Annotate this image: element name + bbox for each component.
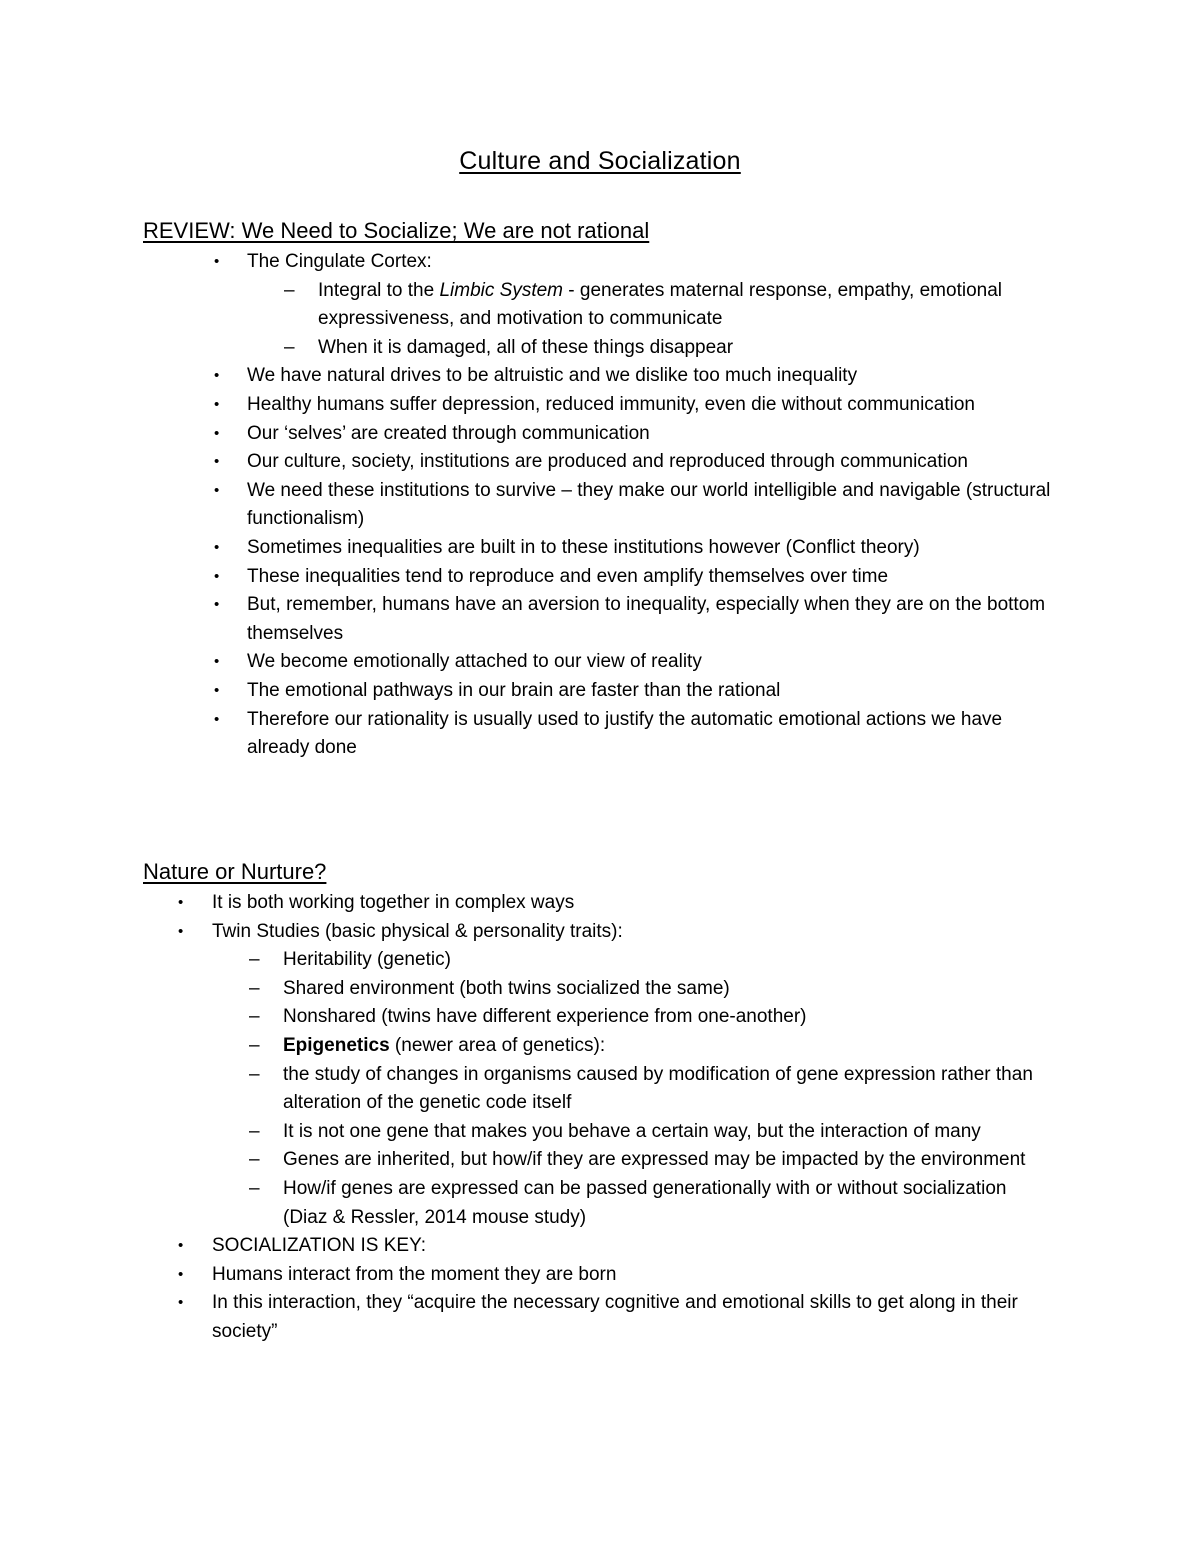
list-item [0, 1146, 1200, 1175]
list-item-text: We need these institutions to survive – they make our world intelligible and navigable (structural functionalism) [247, 479, 1051, 530]
list-item [0, 1232, 1200, 1261]
list-item-text: the study of changes in organisms caused by modification of gene expression rather than alteration of the genetic code itself [283, 1063, 1033, 1114]
list-item [0, 1118, 1200, 1147]
list-item-text: Twin Studies (basic physical & personality traits): [212, 920, 623, 942]
epigenetics-term: Epigenetics [283, 1034, 390, 1056]
list-item-text: Therefore our rationality is usually used to justify the automatic emotional actions we have already done [247, 708, 1003, 759]
list-item [0, 362, 1200, 391]
bullet-icon: • [214, 424, 220, 442]
list-item [0, 1175, 1200, 1232]
list-item-text: SOCIALIZATION IS KEY: [212, 1235, 426, 1257]
list-item [0, 706, 1200, 763]
bullet-icon: • [214, 367, 220, 385]
list-item [0, 591, 1200, 648]
bullet-icon: • [214, 453, 220, 471]
list-item [0, 1003, 1200, 1032]
list-item [0, 334, 1200, 363]
dash-icon: – [249, 1006, 260, 1028]
bullet-icon: • [214, 481, 220, 499]
list-item-text: But, remember, humans have an aversion to inequality, especially when they are on the bottom themselves [247, 594, 1046, 644]
list-item-text: It is not one gene that makes you behave a certain way, but the interaction of many [283, 1120, 981, 1142]
list-item [0, 1289, 1200, 1346]
list-item-text: These inequalities tend to reproduce and even amplify themselves over time [247, 565, 889, 587]
list-item-text: We become emotionally attached to our view of reality [247, 651, 702, 673]
document-title [0, 144, 1200, 178]
list-item [0, 1061, 1200, 1118]
list-item-text: We have natural drives to be altruistic and we dislike too much inequality [247, 365, 858, 387]
list-item-text: In this interaction, they “acquire the necessary cognitive and emotional skills to get along in their society” [212, 1292, 1018, 1342]
list-item [0, 448, 1200, 477]
dash-icon: – [284, 279, 295, 301]
list-item [0, 391, 1200, 420]
section-heading-review: REVIEW: We Need to Socialize; We are not rational [143, 218, 650, 243]
bullet-icon: • [214, 253, 220, 270]
limbic-system-term: Limbic System [439, 279, 563, 301]
list-item [0, 1261, 1200, 1290]
list-item [0, 534, 1200, 563]
list-item-text: Our ‘selves’ are created through communication [247, 422, 650, 444]
list-item [0, 975, 1200, 1004]
bullet-icon: • [214, 567, 220, 585]
dash-icon: – [249, 1034, 260, 1056]
list-item [0, 1032, 1200, 1061]
list-item-text: Our culture, society, institutions are produced and reproduced through communication [247, 451, 968, 473]
list-item-text: Nonshared (twins have different experience from one-another) [283, 1006, 807, 1028]
list-item [0, 648, 1200, 677]
dash-icon: – [249, 1177, 260, 1199]
review-list [0, 248, 1200, 763]
list-item-text: Healthy humans suffer depression, reduced immunity, even die without communication [247, 393, 976, 415]
list-item-text: When it is damaged, all of these things disappear [318, 336, 734, 358]
list-item-text: Heritability (genetic) [283, 949, 451, 971]
list-item-text: Sometimes inequalities are built in to these institutions however (Conflict theory) [247, 536, 920, 558]
bullet-icon: • [178, 922, 184, 940]
bullet-icon: • [178, 1265, 184, 1283]
dash-icon: – [249, 1149, 260, 1171]
bullet-icon: • [214, 681, 220, 699]
list-item-text: The Cingulate Cortex: [247, 251, 432, 272]
list-item [0, 248, 1200, 277]
dash-icon: – [249, 1120, 260, 1142]
list-item [0, 477, 1200, 534]
document-title-text: Culture and Socialization [459, 147, 741, 175]
list-item-text: Integral to the Limbic System - generates maternal response, empathy, emotional expressiveness, and motivation to communicate [318, 279, 1002, 330]
bullet-icon: • [178, 1294, 184, 1312]
bullet-icon: • [214, 653, 220, 671]
bullet-icon: • [178, 894, 184, 911]
list-item [0, 677, 1200, 706]
nature-nurture-list [0, 889, 1200, 1347]
list-item-text: Epigenetics (newer area of genetics): [283, 1034, 606, 1056]
bullet-icon: • [178, 1237, 184, 1255]
list-item-text: It is both working together in complex ways [212, 892, 575, 913]
list-item [0, 889, 1200, 918]
bullet-icon: • [214, 538, 220, 556]
bullet-icon: • [214, 710, 220, 728]
bullet-icon: • [214, 395, 220, 413]
dash-icon: – [249, 1063, 260, 1085]
list-item [0, 946, 1200, 975]
list-item-text: How/if genes are expressed can be passed generationally with or without socialization (Diaz & Ressler, 2014 mouse study) [283, 1177, 1007, 1228]
dash-icon: – [249, 949, 260, 971]
list-item [0, 420, 1200, 449]
list-item-text: Shared environment (both twins socialized the same) [283, 977, 730, 999]
dash-icon: – [284, 336, 295, 358]
bullet-icon: • [214, 596, 220, 614]
list-item-text: Genes are inherited, but how/if they are expressed may be impacted by the environment [283, 1149, 1026, 1171]
section-heading-nature-nurture: Nature or Nurture? [143, 859, 327, 884]
list-item [0, 563, 1200, 592]
list-item [0, 277, 1200, 334]
dash-icon: – [249, 977, 260, 999]
list-item-text: Humans interact from the moment they are born [212, 1263, 617, 1285]
list-item-text: The emotional pathways in our brain are faster than the rational [247, 679, 781, 701]
list-item [0, 918, 1200, 947]
